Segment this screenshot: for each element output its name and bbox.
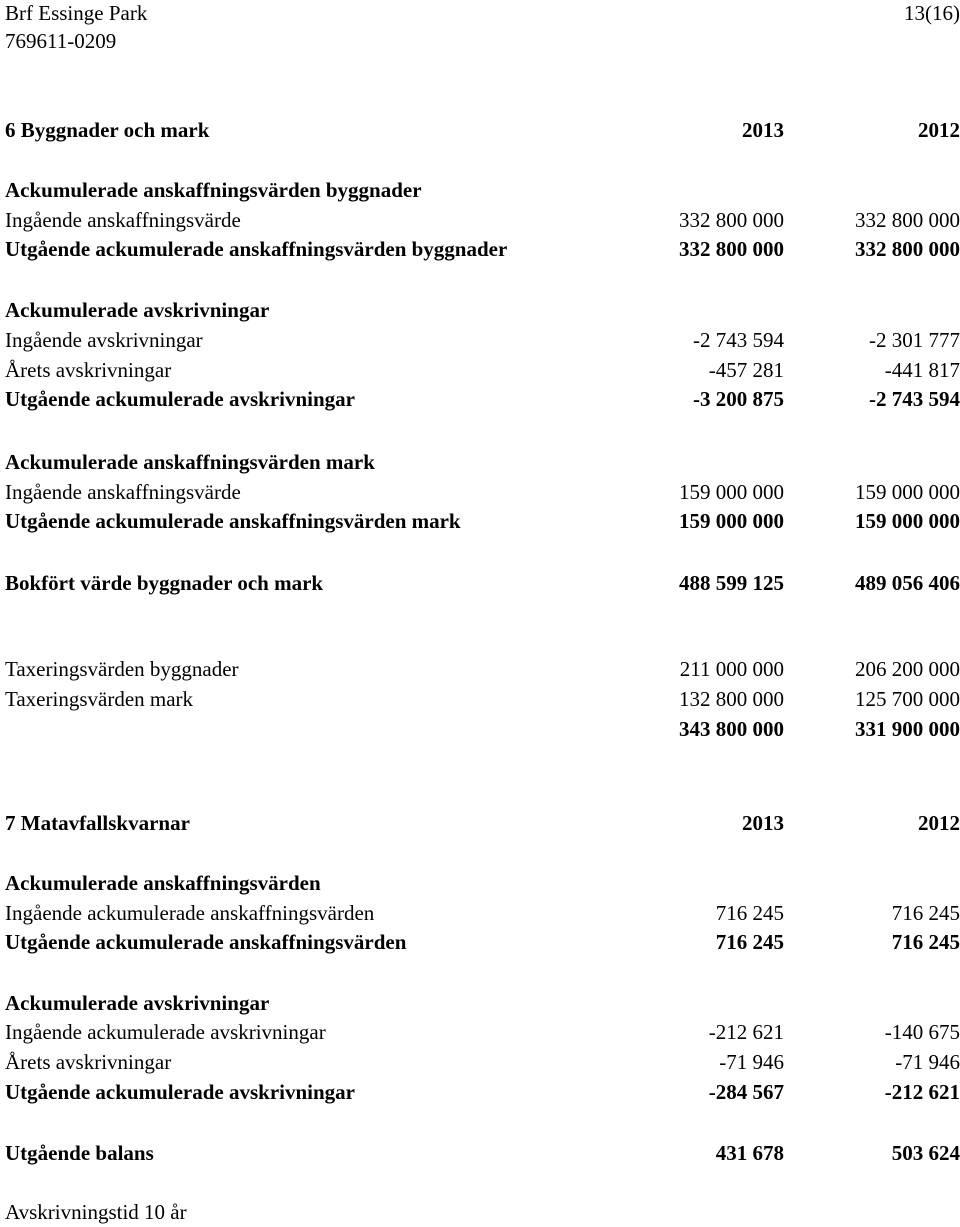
table-row-arets-avskrivningar bbox=[5, 1049, 960, 1075]
row-label: Ingående anskaffningsvärde bbox=[5, 480, 241, 504]
value-2012: -140 675 bbox=[884, 1020, 960, 1044]
table-row-ingaende-avskrivningar bbox=[5, 327, 960, 353]
table-row-utgaende-ackumulerade-avskrivningar bbox=[5, 386, 960, 412]
org-name: Brf Essinge Park bbox=[5, 1, 148, 25]
table-row-6-byggnader-och-mark bbox=[5, 117, 960, 143]
row-label: Bokfört värde byggnader och mark bbox=[5, 571, 324, 595]
value-2013: -71 946 bbox=[719, 1050, 784, 1074]
row-label: Utgående ackumulerade anskaffningsvärden bbox=[5, 930, 407, 954]
row-label: Ackumulerade anskaffningsvärden bbox=[5, 871, 321, 895]
table-row-ingaende-ackumulerade-anskaffningsvarden bbox=[5, 900, 960, 926]
value-2012: 125 700 000 bbox=[855, 687, 960, 711]
value-2013: -284 567 bbox=[708, 1080, 784, 1104]
table-row-taxeringsvarden-mark bbox=[5, 686, 960, 712]
table-row-avskrivningstid-10-ar bbox=[5, 1199, 960, 1225]
value-2012: 331 900 000 bbox=[855, 717, 960, 741]
row-label: 7 Matavfallskvarnar bbox=[5, 811, 190, 835]
table-row-ackumulerade-anskaffningsvarden bbox=[5, 870, 960, 896]
value-2013: -3 200 875 bbox=[693, 387, 784, 411]
table-row-ackumulerade-avskrivningar bbox=[5, 990, 960, 1016]
value-2013: 431 678 bbox=[715, 1141, 784, 1165]
page-number: 13(16) bbox=[904, 1, 960, 25]
row-label: Årets avskrivningar bbox=[5, 1050, 172, 1074]
table-row-utgaende-ackumulerade-anskaffningsvarden-byggnader bbox=[5, 236, 960, 262]
table-row-total bbox=[5, 716, 960, 742]
value-2012: -2 743 594 bbox=[869, 387, 960, 411]
value-2012: -212 621 bbox=[884, 1080, 960, 1104]
row-label: Taxeringsvärden mark bbox=[5, 687, 194, 711]
row-label: Ackumulerade avskrivningar bbox=[5, 298, 270, 322]
table-row-utgaende-ackumulerade-anskaffningsvarden bbox=[5, 929, 960, 955]
value-2013: -212 621 bbox=[708, 1020, 784, 1044]
row-label: Utgående ackumulerade avskrivningar bbox=[5, 1080, 356, 1104]
table-row-utgaende-ackumulerade-anskaffningsvarden-mark bbox=[5, 508, 960, 534]
table-row-ackumulerade-anskaffningsvarden-mark bbox=[5, 449, 960, 475]
value-2013: 2013 bbox=[742, 118, 784, 142]
row-label: Ackumulerade anskaffningsvärden byggnader bbox=[5, 178, 422, 202]
table-row-utgaende-ackumulerade-avskrivningar bbox=[5, 1079, 960, 1105]
row-label: Utgående ackumulerade avskrivningar bbox=[5, 387, 356, 411]
row-label: Årets avskrivningar bbox=[5, 358, 172, 382]
value-2012: 716 245 bbox=[891, 901, 960, 925]
value-2013: 332 800 000 bbox=[679, 208, 784, 232]
value-2013: 132 800 000 bbox=[679, 687, 784, 711]
row-label: Ackumulerade anskaffningsvärden mark bbox=[5, 450, 375, 474]
value-2013: 211 000 000 bbox=[679, 657, 784, 681]
table-row-7-matavfallskvarnar bbox=[5, 810, 960, 836]
value-2012: 159 000 000 bbox=[855, 480, 960, 504]
row-label: 6 Byggnader och mark bbox=[5, 118, 210, 142]
table-row-arets-avskrivningar bbox=[5, 357, 960, 383]
value-2012: 489 056 406 bbox=[855, 571, 960, 595]
table-row-ingaende-ackumulerade-avskrivningar bbox=[5, 1019, 960, 1045]
row-label: Utgående balans bbox=[5, 1141, 154, 1165]
value-2012: 159 000 000 bbox=[855, 509, 960, 533]
value-2012: 716 245 bbox=[891, 930, 960, 954]
value-2013: 332 800 000 bbox=[679, 237, 784, 261]
value-2012: -71 946 bbox=[895, 1050, 960, 1074]
table-row-taxeringsvarden-byggnader bbox=[5, 656, 960, 682]
value-2013: 343 800 000 bbox=[679, 717, 784, 741]
page-header bbox=[5, 0, 960, 60]
row-label: Ackumulerade avskrivningar bbox=[5, 991, 270, 1015]
value-2013: 159 000 000 bbox=[679, 480, 784, 504]
table-row-ackumulerade-anskaffningsvarden-byggnader bbox=[5, 177, 960, 203]
value-2012: 332 800 000 bbox=[855, 208, 960, 232]
value-2013: 159 000 000 bbox=[679, 509, 784, 533]
row-label: Ingående ackumulerade avskrivningar bbox=[5, 1020, 326, 1044]
row-label: Taxeringsvärden byggnader bbox=[5, 657, 239, 681]
value-2013: 716 245 bbox=[715, 930, 784, 954]
row-label: Ingående anskaffningsvärde bbox=[5, 208, 241, 232]
table-row-utgaende-balans bbox=[5, 1140, 960, 1166]
row-label: Avskrivningstid 10 år bbox=[5, 1200, 187, 1224]
value-2012: -441 817 bbox=[884, 358, 960, 382]
row-label: Ingående ackumulerade anskaffningsvärden bbox=[5, 901, 375, 925]
table-row-ingaende-anskaffningsvarde bbox=[5, 479, 960, 505]
org-number: 769611-0209 bbox=[5, 29, 117, 53]
value-2012: 2012 bbox=[918, 811, 960, 835]
value-2012: 2012 bbox=[918, 118, 960, 142]
row-label: Utgående ackumulerade anskaffningsvärden mark bbox=[5, 509, 461, 533]
row-label: Ingående avskrivningar bbox=[5, 328, 203, 352]
value-2013: 2013 bbox=[742, 811, 784, 835]
table-row-ingaende-anskaffningsvarde bbox=[5, 207, 960, 233]
value-2013: -457 281 bbox=[708, 358, 784, 382]
value-2012: 206 200 000 bbox=[855, 657, 960, 681]
value-2012: -2 301 777 bbox=[869, 328, 960, 352]
value-2013: -2 743 594 bbox=[693, 328, 784, 352]
value-2012: 332 800 000 bbox=[855, 237, 960, 261]
table-row-ackumulerade-avskrivningar bbox=[5, 297, 960, 323]
table-row-bokfort-varde-byggnader-och-mark bbox=[5, 570, 960, 596]
value-2012: 503 624 bbox=[891, 1141, 960, 1165]
row-label: Utgående ackumulerade anskaffningsvärden byggnader bbox=[5, 237, 508, 261]
value-2013: 716 245 bbox=[715, 901, 784, 925]
value-2013: 488 599 125 bbox=[679, 571, 784, 595]
